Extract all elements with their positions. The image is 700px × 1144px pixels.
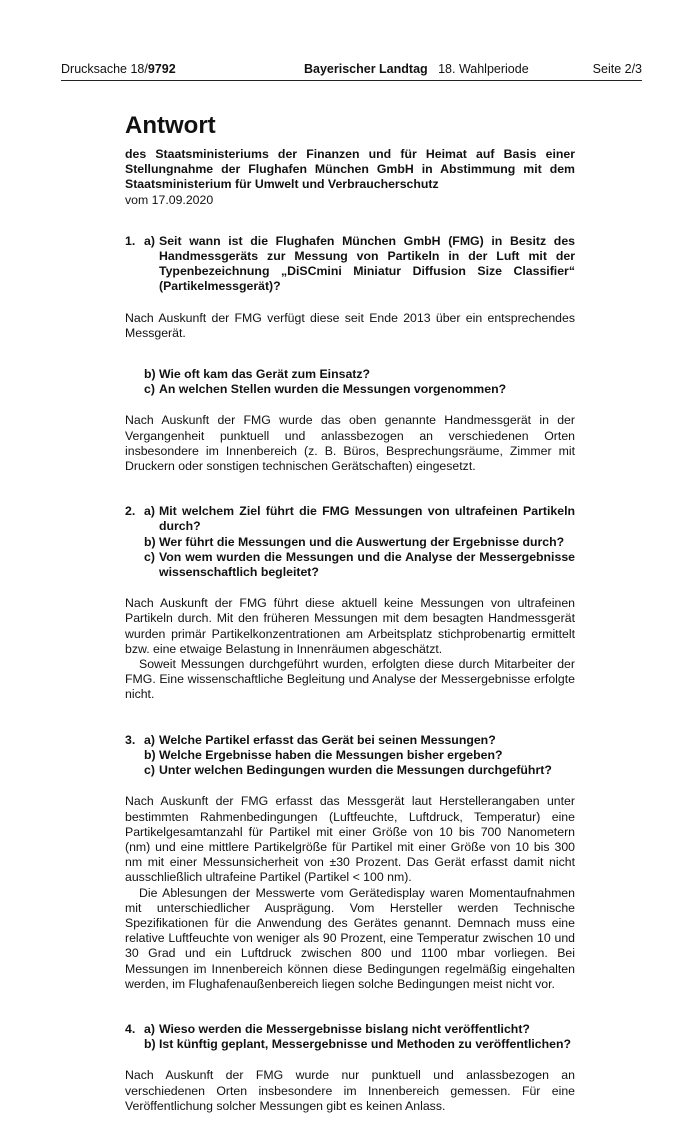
page-header xyxy=(61,62,642,81)
document-body xyxy=(125,112,575,1144)
document-number: Drucksache 18/9792 xyxy=(61,62,176,76)
answer-source: des Staatsministeriums der Finanzen und für Heimat auf Basis einer Stellungnahme der Flughafen München GmbH in Abstimmung mit dem Staatsministerium für Umwelt und Verbraucherschutz xyxy=(125,147,575,192)
answer-1a: Nach Auskunft der FMG verfügt diese seit Ende 2013 über ein entsprechendes Messgerät. xyxy=(125,310,575,340)
answer-date: vom 17.09.2020 xyxy=(125,192,214,207)
question-group-2 xyxy=(125,504,575,580)
question-1b: b) Wie oft kam das Gerät zum Einsatz? xyxy=(144,367,371,382)
answer-1bc: Nach Auskunft der FMG wurde das oben genannte Handmessgerät in der Vergangenheit punktuell und anlassbezogen an verschiedenen Orten insbesondere im Innenbereich (z. B. Büros, Besprechungsräume, Zimmer mit Druckern oder sonstigen technischen Gerätschaften) eingesetzt. xyxy=(125,413,575,474)
question-group-3 xyxy=(125,733,575,779)
parliament-info xyxy=(304,62,529,76)
page-number: Seite 2/3 xyxy=(592,62,642,76)
question-group-1bc xyxy=(125,367,575,397)
question-3b: b) Welche Ergebnisse haben die Messungen bisher ergeben? xyxy=(144,747,503,762)
question-group-1a xyxy=(125,234,575,295)
question-group-4 xyxy=(125,1022,575,1052)
page-title: Antwort xyxy=(125,112,216,139)
question-4b: b) Ist künftig geplant, Messergebnisse und Methoden zu veröffentlichen? xyxy=(144,1037,571,1052)
question-2b: b) Wer führt die Messungen und die Auswertung der Ergebnisse durch? xyxy=(144,534,565,549)
question-4a: 4. a) Wieso werden die Messergebnisse bislang nicht veröffentlicht? xyxy=(125,1021,530,1036)
question-1c: c) An welchen Stellen wurden die Messungen vorgenommen? xyxy=(144,382,507,397)
question-3c: c) Unter welchen Bedingungen wurden die Messungen durchgeführt? xyxy=(144,763,552,778)
question-2a: 2. a) Mit welchem Ziel führt die FMG Messungen von ultrafeinen Partikeln durch? xyxy=(125,504,575,534)
answer-3: Nach Auskunft der FMG erfasst das Messgerät laut Herstellerangaben unter bestimmten Rahmenbedingungen (Luftfeuchte, Luftdruck, Temperatur) eine Partikelgesamtanzahl für Partikel mit einer Größe von 10 bis 700 Nanometern (nm) und eine mittlere Partikelgröße für Partikel mit einer Größe von 10 bis 300 nm mit einer Messunsicherheit von ±30 Prozent. Das Gerät erfasst damit nicht ausschließlich ultrafeine Partikel (Partikel < 100 nm). Die Ablesungen der Messwerte vom Gerätedisplay waren Momentaufnahmen mit unterschiedlicher Ausprägung. Vom Hersteller werden Technische Spezifikationen für die Anwendung des Gerätes genannt. Demnach muss eine relative Luftfeuchte von weniger als 90 Prozent, eine Temperatur zwischen 10 und 30 Grad und ein Luftdruck zwischen 800 und 1100 mbar vorliegen. Bei Messungen im Innenbereich können diese Bedingungen regelmäßig eingehalten werden, im Flughafenaußenbereich liegen solche Bedingungen meist nicht vor. xyxy=(125,794,575,991)
parliament-name: Bayerischer Landtag xyxy=(304,62,428,76)
legislative-period: 18. Wahlperiode xyxy=(438,62,529,76)
answer-4: Nach Auskunft der FMG wurde nur punktuell und anlassbezogen an verschiedenen Orten insbesondere im Innenbereich gemessen. Für eine Veröffentlichung solcher Messungen gibt es keinen Anlass. xyxy=(125,1068,575,1113)
question-2c: c) Von wem wurden die Messungen und die Analyse der Messergebnisse wissenschaftlich begleitet? xyxy=(144,549,575,580)
question-1a: 1. a) Seit wann ist die Flughafen München GmbH (FMG) in Besitz des Handmessgeräts zur Messung von Partikeln in der Luft mit der Typenbezeichnung „DiSCmini Miniatur Diffusion Size Classifier“ (Partikelmessgerät)? xyxy=(125,233,575,294)
answer-2: Nach Auskunft der FMG führt diese aktuell keine Messungen von ultrafeinen Partikeln durch. Mit den früheren Messungen mit dem besagten Handmessgerät wurden primär Partikelkonzentrationen am Arbeitsplatz stichprobenartig ermittelt bzw. eine etwaige Belastung in Innenräumen abgeschätzt. Soweit Messungen durchgeführt wurden, erfolgten diese durch Mitarbeiter der FMG. Eine wissenschaftliche Begleitung und Analyse der Messergebnisse erfolgte nicht. xyxy=(125,596,575,702)
question-3a: 3. a) Welche Partikel erfasst das Gerät bei seinen Messungen? xyxy=(125,732,496,747)
